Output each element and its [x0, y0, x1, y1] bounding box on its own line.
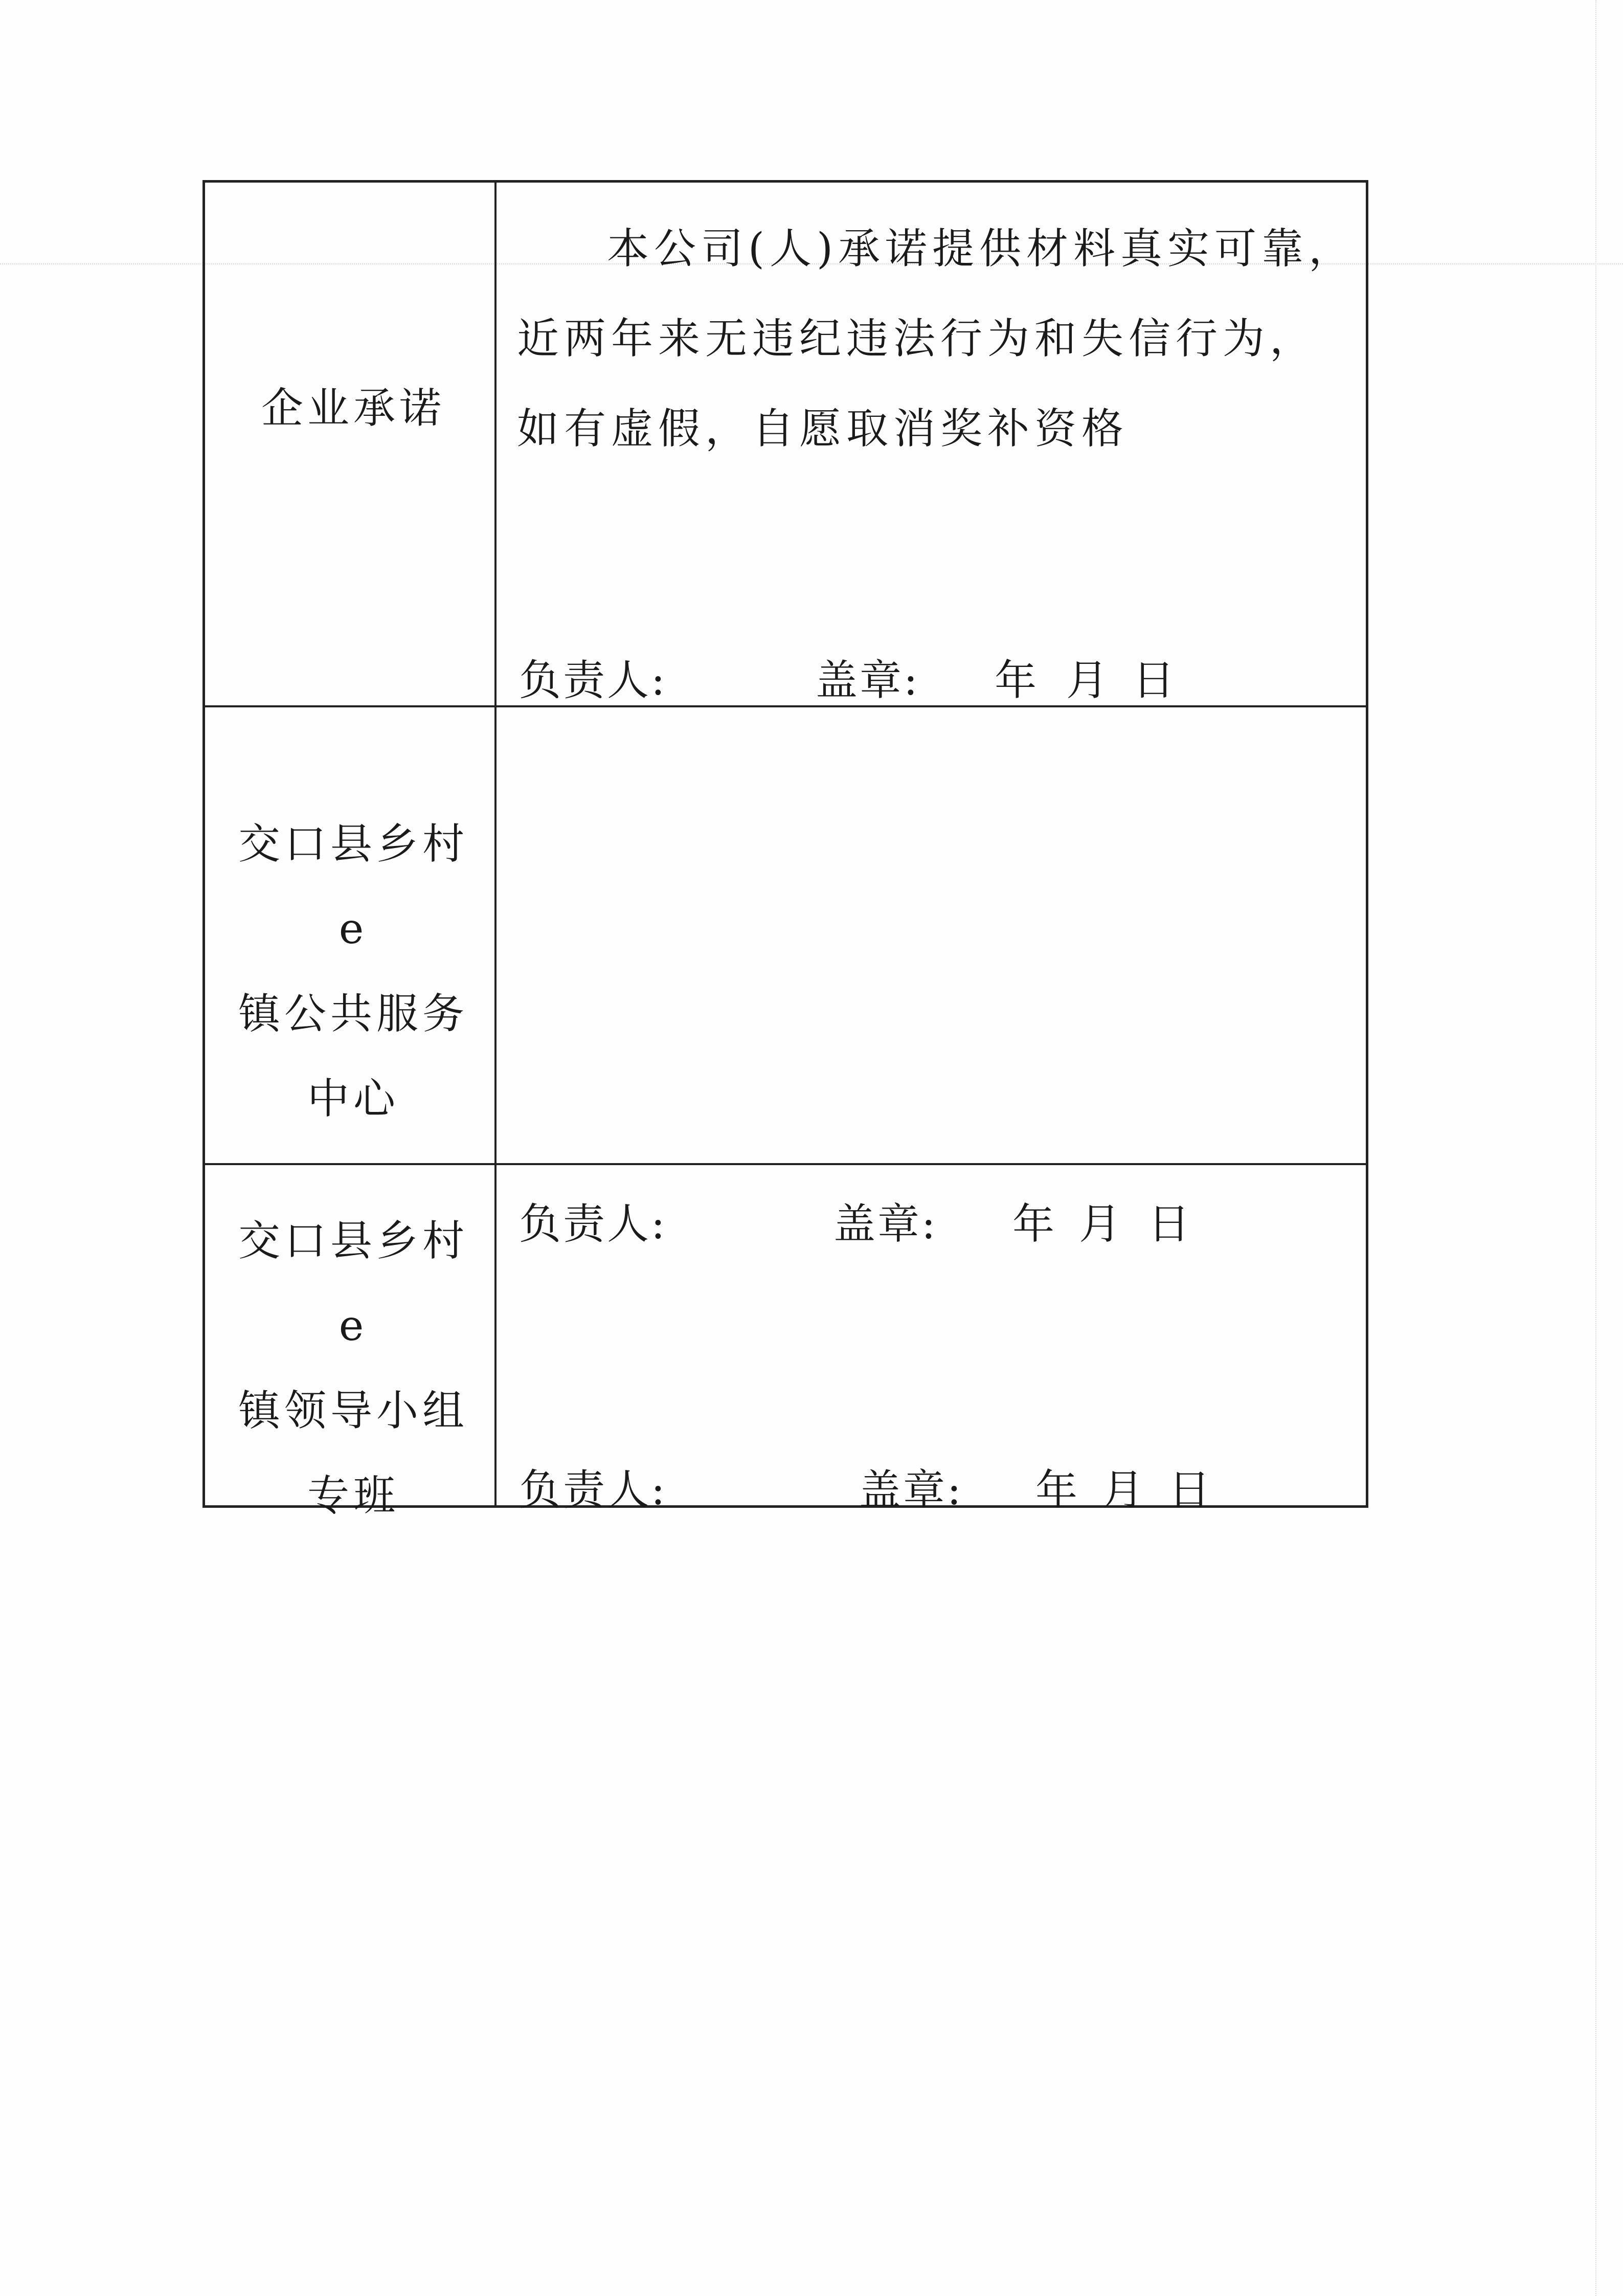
commitment-pledge-text: [517, 204, 1356, 474]
year-label: 年: [1035, 1466, 1080, 1514]
service-center-label-line-2: 镇公共服务: [238, 990, 468, 1038]
pledge-line-3: 虚假，自愿取消奖补资格: [611, 405, 1129, 453]
seal-label: 盖章:: [833, 1200, 938, 1249]
seal-label: 盖章:: [859, 1466, 963, 1514]
service-center-label: [226, 802, 481, 1142]
leader-label: 负责人:: [519, 1200, 667, 1249]
seal-label: 盖章:: [816, 656, 920, 705]
year-label: 年: [1012, 1200, 1057, 1249]
leading-group-label: [226, 1199, 481, 1539]
leading-group-label-line-1: 交口县乡村 e: [238, 1217, 468, 1350]
service-center-content-cell: [497, 707, 1366, 1249]
pledge-line-2: 近两年来无违纪违法行为和失信行为，如有: [517, 315, 1317, 453]
month-label: 月: [1066, 656, 1111, 705]
leading-group-label-cell: [205, 1165, 497, 1520]
leading-group-label-line-2: 镇领导小组: [238, 1387, 468, 1435]
leading-group-content-cell: [497, 1165, 1366, 1514]
service-center-label-cell: [205, 707, 497, 1163]
service-center-label-line-1: 交口县乡村 e: [238, 820, 468, 953]
commitment-row: [205, 183, 1366, 707]
day-label: 日: [1133, 656, 1177, 705]
month-label: 月: [1102, 1466, 1146, 1514]
approval-form-table: [202, 180, 1368, 1520]
leader-label: 负责人:: [519, 656, 667, 705]
month-label: 月: [1079, 1200, 1123, 1249]
service-center-label-line-3: 中心: [307, 1075, 399, 1123]
day-label: 日: [1168, 1466, 1213, 1514]
commitment-content-cell: [497, 183, 1366, 705]
commitment-label: 企业承诺: [261, 384, 445, 433]
scan-guide-vertical: [1595, 0, 1596, 2296]
leading-group-label-line-3: 专班: [307, 1472, 399, 1520]
commitment-label-cell: [205, 183, 497, 705]
day-label: 日: [1148, 1200, 1192, 1249]
leading-group-row: [205, 1165, 1366, 1520]
leader-label: 负责人:: [519, 1466, 667, 1514]
service-center-row: [205, 707, 1366, 1249]
pledge-line-1: 本公司(人)承诺提供材料真实可靠，: [607, 225, 1356, 273]
year-label: 年: [995, 656, 1039, 705]
